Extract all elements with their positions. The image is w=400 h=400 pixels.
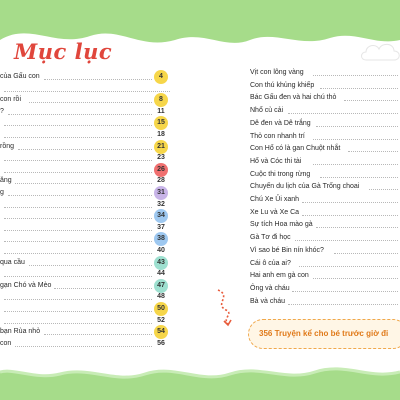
page-number-badge: 23 bbox=[157, 154, 165, 162]
page-number-badge: 54 bbox=[154, 325, 168, 339]
page-title: Mục lục bbox=[14, 39, 113, 64]
dotted-leader bbox=[302, 202, 398, 203]
dotted-leader bbox=[4, 276, 152, 277]
dotted-leader bbox=[29, 102, 152, 103]
page-number-badge: 44 bbox=[157, 270, 165, 278]
dotted-leader bbox=[4, 160, 152, 161]
page-number-badge: 4 bbox=[154, 70, 168, 84]
banner-text: 356 Truyện kể cho bé trước giờ đi bbox=[259, 329, 389, 338]
cloud-icon bbox=[358, 40, 400, 64]
dotted-leader bbox=[4, 125, 152, 126]
dotted-leader bbox=[313, 139, 399, 140]
dotted-leader bbox=[4, 253, 152, 254]
dotted-leader bbox=[299, 266, 399, 267]
dotted-leader bbox=[4, 137, 152, 138]
toc-title: Cuộc thi trong rừng bbox=[250, 170, 311, 178]
dotted-leader bbox=[8, 114, 152, 115]
dotted-leader bbox=[348, 151, 399, 152]
toc-title: Cái ô của ai? bbox=[250, 259, 291, 267]
page-number-badge: 28 bbox=[157, 177, 165, 185]
toc-title: Xe Lu và Xe Ca bbox=[250, 208, 300, 216]
toc-row-left bbox=[0, 337, 172, 351]
toc-row-right bbox=[250, 295, 400, 309]
dotted-leader bbox=[8, 195, 152, 196]
dotted-leader bbox=[302, 215, 398, 216]
page-number-badge: 40 bbox=[157, 247, 165, 254]
page-number-badge: 21 bbox=[154, 140, 168, 154]
curly-arrow-icon bbox=[212, 288, 236, 328]
dotted-leader bbox=[4, 299, 152, 300]
dotted-leader bbox=[4, 218, 152, 219]
toc-title: Hai anh em gà con bbox=[250, 272, 309, 280]
dotted-leader bbox=[15, 346, 152, 347]
toc-title: Chú Xe Ủi xanh bbox=[250, 196, 300, 203]
toc-title: Vịt con lông vàng bbox=[250, 69, 304, 76]
toc-title: Chuyến du lịch của Gà Trống choai bbox=[250, 183, 360, 191]
page-number-badge: 18 bbox=[157, 131, 165, 138]
dotted-leader bbox=[4, 172, 152, 173]
toc-title: Thỏ con nhanh trí bbox=[250, 132, 305, 140]
toc-title: bạn Rùa nhỏ bbox=[0, 328, 41, 336]
dotted-leader bbox=[320, 88, 399, 89]
toc-title: qua cầu bbox=[0, 258, 25, 266]
dotted-leader bbox=[344, 100, 398, 101]
book-series-banner bbox=[248, 319, 400, 349]
toc-title: gạn Chó và Mèo bbox=[0, 281, 52, 289]
page-number-badge: 34 bbox=[154, 209, 168, 223]
toc-title: Sự tích Hoa mào gà bbox=[250, 221, 313, 229]
page-number-badge: 11 bbox=[157, 107, 165, 115]
dotted-leader bbox=[18, 149, 152, 150]
toc-title: Ông và cháu bbox=[250, 284, 290, 292]
page-number-badge: 56 bbox=[157, 339, 165, 347]
dotted-leader bbox=[313, 75, 399, 76]
toc-title: ? bbox=[0, 107, 4, 115]
toc-title: Con Hổ có là gan Chuột nhắt bbox=[250, 145, 341, 153]
dotted-leader bbox=[292, 291, 399, 292]
dotted-leader bbox=[313, 278, 399, 279]
dotted-leader bbox=[369, 189, 399, 190]
page-number-badge: 50 bbox=[154, 302, 168, 316]
dotted-leader bbox=[54, 288, 152, 289]
dotted-leader bbox=[334, 253, 399, 254]
page-number-badge: 48 bbox=[157, 293, 165, 301]
page-number-badge: 31 bbox=[154, 186, 168, 200]
dotted-leader bbox=[4, 323, 152, 324]
dotted-leader bbox=[4, 241, 152, 242]
toc-title: của Gấu con bbox=[0, 73, 40, 80]
dotted-leader bbox=[4, 230, 152, 231]
dotted-leader bbox=[15, 183, 152, 184]
dotted-leader bbox=[288, 304, 398, 305]
toc-title: Con thú khủng khiếp bbox=[250, 81, 315, 89]
toc-title: rồng bbox=[0, 142, 15, 150]
dotted-leader bbox=[4, 207, 152, 208]
page-number-badge: 15 bbox=[154, 116, 168, 130]
dotted-leader bbox=[320, 177, 399, 178]
page-number-badge: 26 bbox=[154, 163, 168, 177]
toc-title: Bác Gấu đen và hai chú thỏ bbox=[250, 94, 337, 102]
page-number-badge: 32 bbox=[157, 200, 165, 208]
page-number-badge: 52 bbox=[157, 316, 165, 324]
page-number-badge: 47 bbox=[154, 279, 168, 293]
dotted-leader bbox=[4, 91, 170, 92]
dotted-leader bbox=[313, 164, 399, 165]
dotted-leader bbox=[4, 311, 152, 312]
toc-title: Dê đen và Dê trắng bbox=[250, 119, 311, 127]
page-number-badge: 43 bbox=[154, 256, 168, 270]
dotted-leader bbox=[295, 240, 398, 241]
toc-title: Nhổ củ cải bbox=[250, 107, 284, 115]
dotted-leader bbox=[316, 126, 398, 127]
page-number-badge: 38 bbox=[154, 232, 168, 246]
toc-title: con bbox=[0, 339, 12, 347]
toc-title: ăng bbox=[0, 177, 12, 185]
dotted-leader bbox=[29, 265, 152, 266]
toc-title: g bbox=[0, 189, 4, 196]
dotted-leader bbox=[316, 227, 398, 228]
toc-title: con rồi bbox=[0, 96, 22, 104]
toc-title: Gà Tơ đi học bbox=[250, 234, 291, 242]
dotted-leader bbox=[44, 79, 152, 80]
toc-title: Vì sao bé Bin nín khóc? bbox=[250, 246, 324, 254]
toc-title: Hổ và Cóc thi tài bbox=[250, 157, 302, 165]
page-number-badge: 37 bbox=[157, 223, 165, 231]
dotted-leader bbox=[288, 113, 398, 114]
dotted-leader bbox=[44, 334, 152, 335]
page-number-badge: 8 bbox=[154, 93, 168, 107]
toc-title: Bà và cháu bbox=[250, 297, 286, 305]
